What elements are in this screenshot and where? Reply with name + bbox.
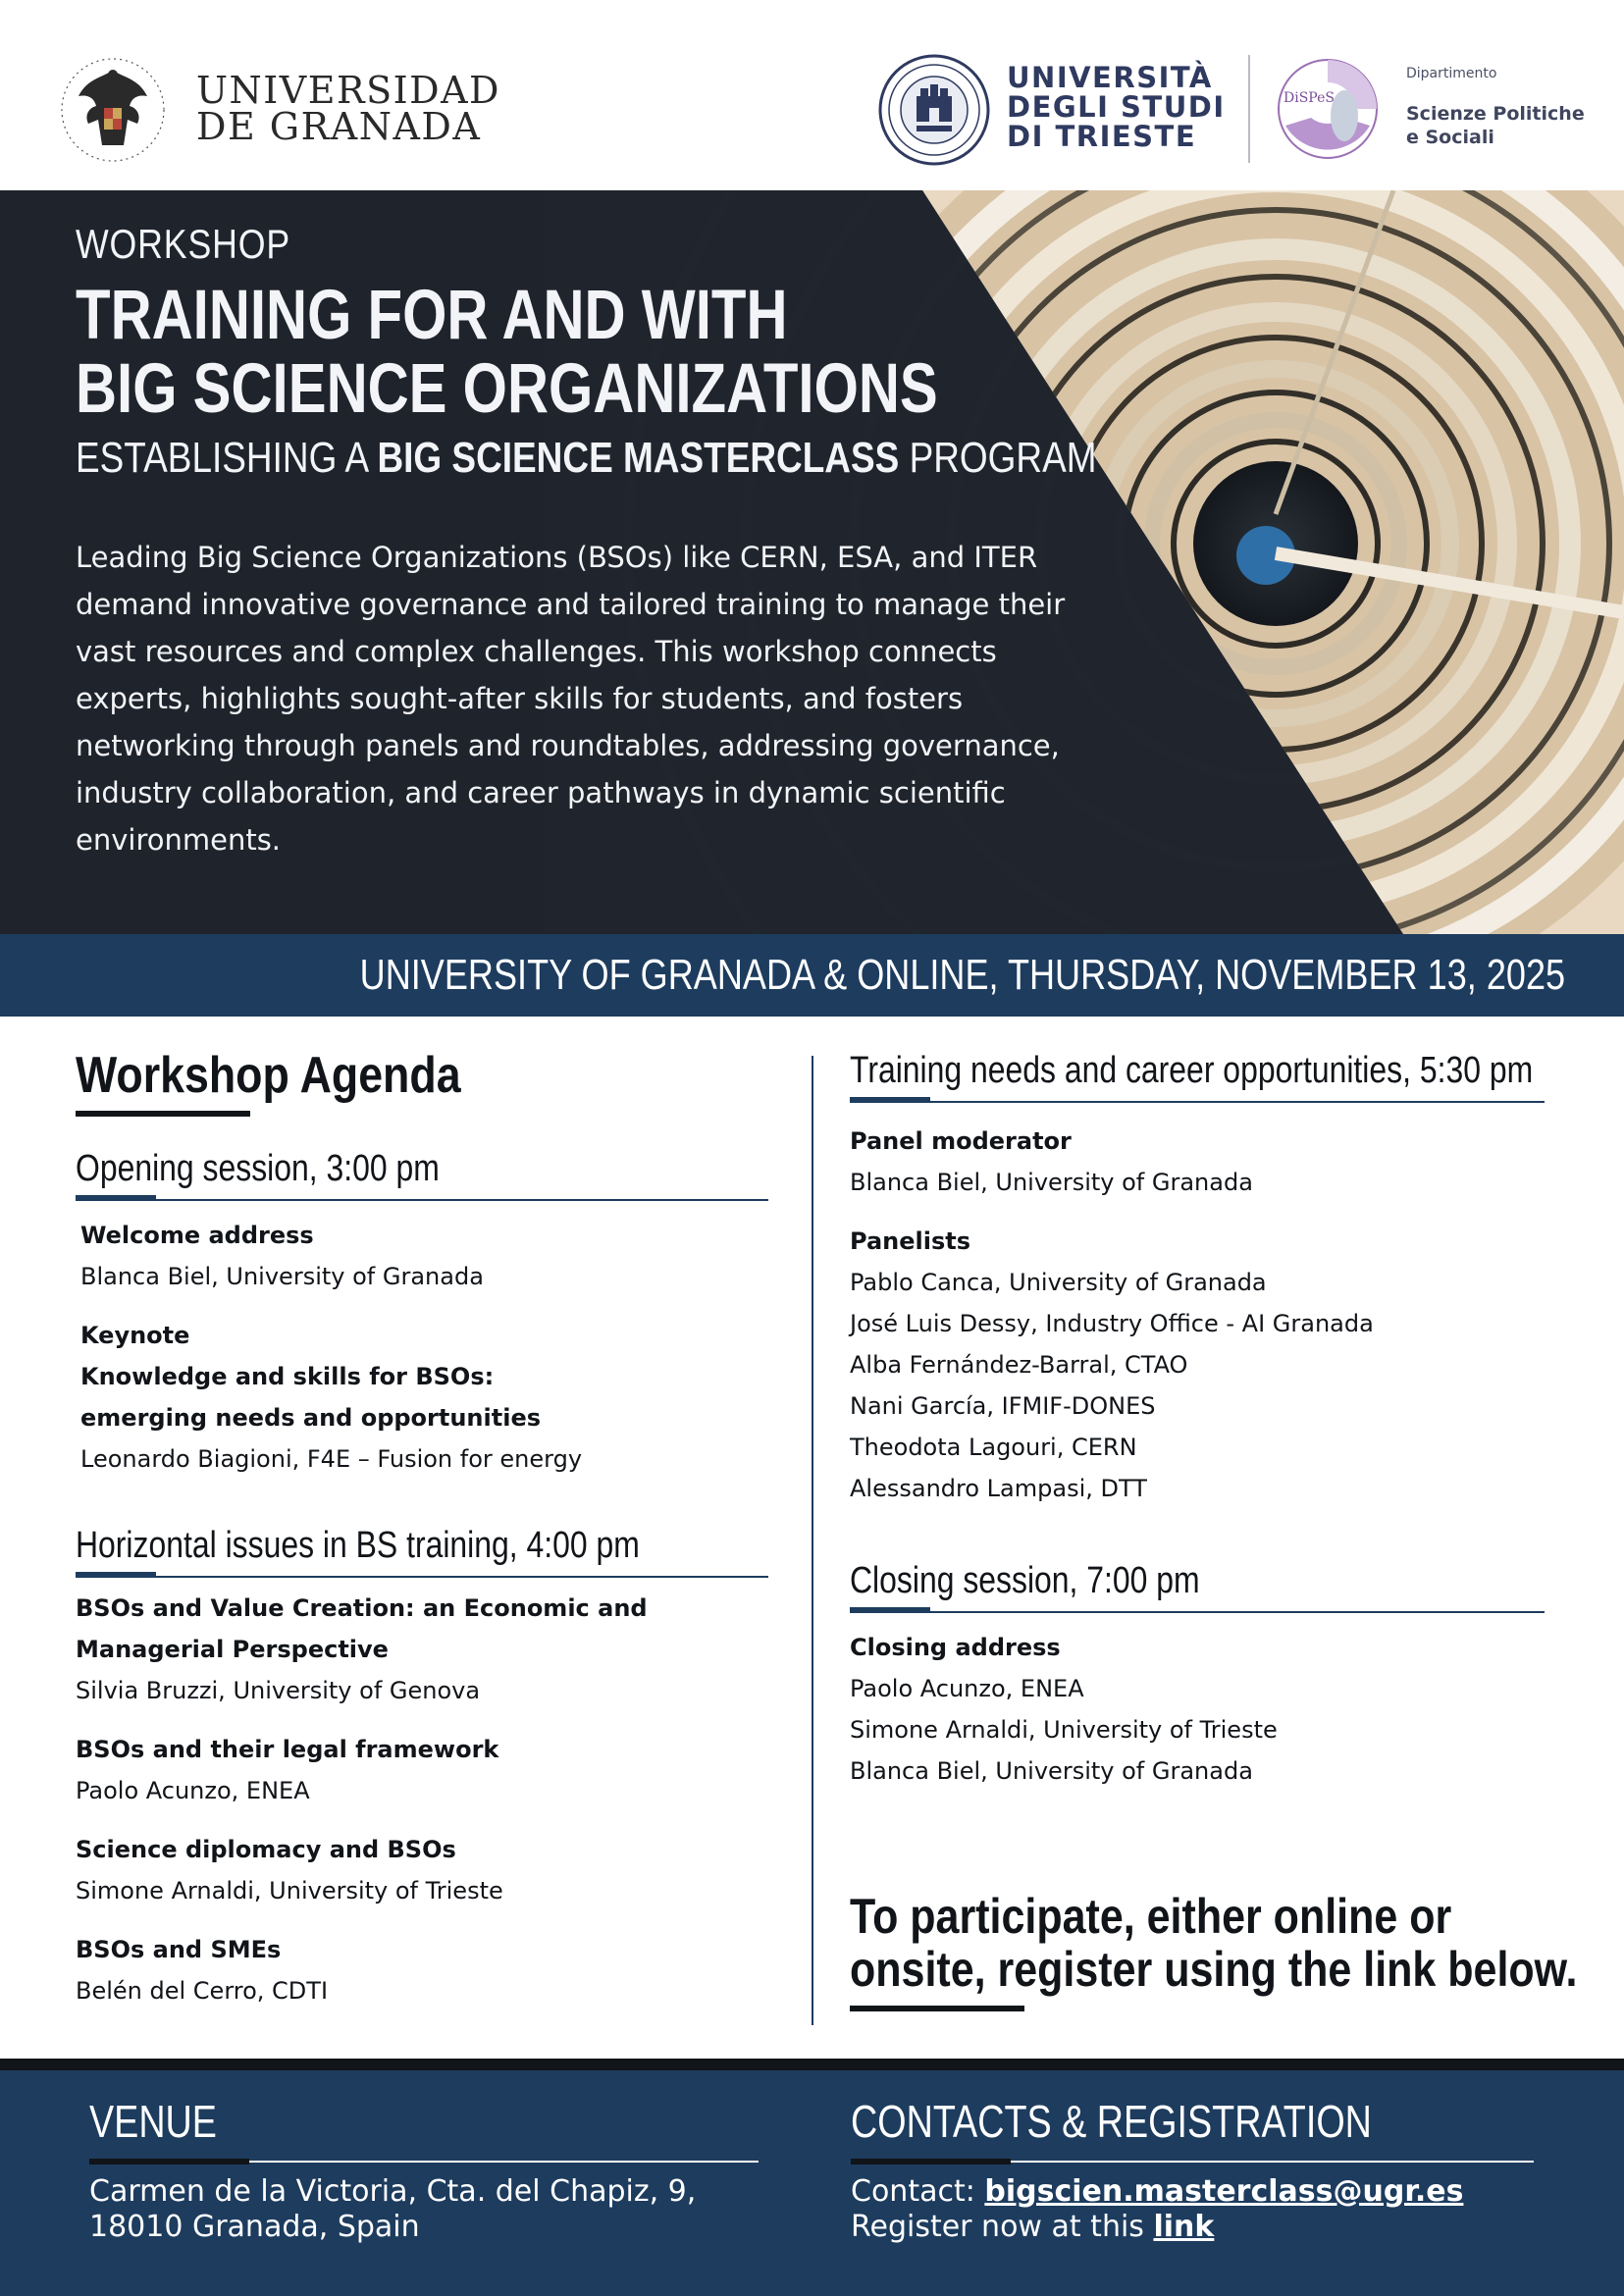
trieste-wordmark (1007, 63, 1226, 151)
register-text: Register now at this (851, 2210, 1144, 2244)
trieste-line2: DEGLI STUDI (1007, 90, 1226, 124)
hero-sub-bold: BIG SCIENCE MASTERCLASS (377, 434, 900, 482)
moderator-name: Blanca Biel, University of Granada (850, 1169, 1253, 1196)
keynote-title-line2: emerging needs and opportunities (80, 1404, 542, 1432)
venue-address-line2: 18010 Granada, Spain (89, 2210, 420, 2244)
agenda-title: Workshop Agenda (76, 1047, 461, 1104)
panelist: José Luis Dessy, Industry Office - AI Granada (850, 1310, 1374, 1337)
panelist: Nani García, IFMIF-DONES (850, 1392, 1156, 1420)
dispes-line2: e Sociali (1406, 127, 1494, 148)
horizontal-session-header (76, 1523, 768, 1578)
talk-speaker: Silvia Bruzzi, University of Genova (76, 1677, 481, 1704)
panelist: Theodota Lagouri, CERN (850, 1434, 1137, 1461)
closing-session-header (850, 1558, 1545, 1613)
venue-address (89, 2174, 759, 2245)
opening-session-header (76, 1146, 768, 1201)
welcome-address-label: Welcome address (80, 1222, 314, 1249)
closing-speaker: Paolo Acunzo, ENEA (850, 1675, 1084, 1702)
talk-speaker: Belén del Cerro, CDTI (76, 1977, 329, 2005)
hero-title-line2: BIG SCIENCE ORGANIZATIONS (76, 350, 938, 428)
panelist: Alba Fernández-Barral, CTAO (850, 1351, 1188, 1379)
hero-subtitle (76, 432, 1097, 485)
section-rule-accent (76, 1195, 156, 1201)
footer (0, 2070, 1624, 2296)
talk-item (76, 1929, 768, 2011)
closing-address-label: Closing address (850, 1634, 1061, 1661)
talk-speaker: Simone Arnaldi, University of Trieste (76, 1877, 503, 1905)
hero-title-line1: TRAINING FOR AND WITH (76, 277, 788, 354)
hero-sub-post: PROGRAM (909, 434, 1097, 482)
moderator-item (850, 1121, 1545, 1203)
panelist: Pablo Canca, University of Granada (850, 1269, 1267, 1296)
contacts-title: CONTACTS & REGISTRATION (851, 2096, 1372, 2147)
keynote-label: Keynote (80, 1322, 190, 1349)
ugr-wordmark (196, 69, 500, 148)
dispes-line1: Scienze Politiche (1406, 103, 1585, 125)
contacts-rule (851, 2159, 1534, 2165)
closing-session-title: Closing session, 7:00 pm (850, 1560, 1200, 1601)
agenda-column-divider (812, 1056, 813, 2025)
dispes-logo-icon (1276, 57, 1380, 161)
hero-kicker: WORKSHOP (76, 221, 291, 267)
register-line (851, 2210, 1534, 2245)
cta-underline (850, 2006, 1024, 2011)
hero-banner (0, 190, 1624, 934)
trieste-line1: UNIVERSITÀ (1007, 61, 1213, 94)
hero-text (76, 220, 1116, 863)
welcome-address-item (76, 1215, 768, 1297)
contact-line (851, 2174, 1534, 2210)
date-location-text: UNIVERSITY OF GRANADA & ONLINE, THURSDAY, NOVEMBER 13, 2025 (359, 951, 1565, 999)
venue-title: VENUE (89, 2096, 217, 2147)
welcome-address-speaker: Blanca Biel, University of Granada (80, 1263, 484, 1290)
ugr-line1: UNIVERSIDAD (196, 69, 500, 112)
registration-callout (850, 1889, 1578, 2011)
ugr-crest-icon (59, 51, 167, 175)
trieste-line3: DI TRIESTE (1007, 120, 1197, 153)
panelists-item (850, 1221, 1545, 1509)
venue-rule (89, 2159, 759, 2165)
contacts-text (851, 2174, 1534, 2245)
agenda-left-column (76, 1048, 768, 2011)
contacts-block (851, 2094, 1534, 2245)
dispes-wordmark (1406, 102, 1585, 149)
closing-speaker: Blanca Biel, University of Granada (850, 1757, 1253, 1785)
section-rule-accent (850, 1607, 930, 1613)
talk-title-line1: BSOs and Value Creation: an Economic and (76, 1594, 648, 1622)
talk-title-line2: Managerial Perspective (76, 1636, 389, 1663)
panelists-label: Panelists (850, 1227, 970, 1255)
hero-title (76, 277, 938, 428)
section-rule (76, 1576, 768, 1578)
section-rule (850, 1611, 1545, 1613)
closing-address-item (850, 1627, 1545, 1792)
talk-title: BSOs and their legal framework (76, 1736, 499, 1763)
footer-top-rule (0, 2059, 1624, 2070)
registration-callout-text (850, 1889, 1578, 1997)
keynote-speaker: Leonardo Biagioni, F4E – Fusion for energy (80, 1445, 583, 1473)
hero-sub-pre: ESTABLISHING A (76, 434, 368, 482)
agenda-right-column (850, 1048, 1578, 2011)
logo-header (0, 0, 1624, 190)
contact-email-link[interactable]: bigscien.masterclass@ugr.es (984, 2174, 1464, 2209)
section-rule (76, 1199, 768, 1201)
keynote-item (76, 1315, 768, 1480)
section-rule-accent (76, 1572, 156, 1578)
keynote-title-line1: Knowledge and skills for BSOs: (80, 1363, 495, 1390)
talk-speaker: Paolo Acunzo, ENEA (76, 1777, 310, 1804)
agenda-title-underline (76, 1111, 250, 1117)
panelist: Alessandro Lampasi, DTT (850, 1475, 1147, 1502)
date-location-bar (0, 934, 1624, 1017)
training-session-title: Training needs and career opportunities, 5:30 pm (850, 1050, 1534, 1091)
talk-title: Science diplomacy and BSOs (76, 1836, 456, 1863)
ugr-line2: DE GRANADA (196, 105, 482, 148)
opening-session-title: Opening session, 3:00 pm (76, 1148, 440, 1189)
hero-description: Leading Big Science Organizations (BSOs) like CERN, ESA, and ITER demand innovative governance and tailored training to manage their vast resources and complex challenges. This workshop connects experts, highlights sought-after skills for students, and fosters networking through panels and roundtables, addressing governance, industry collaboration, and career pathways in dynamic scientific environments. (76, 541, 1066, 857)
logo-divider (1248, 55, 1250, 163)
venue-block (89, 2094, 759, 2245)
section-rule-accent (850, 1097, 930, 1103)
venue-address-line1: Carmen de la Victoria, Cta. del Chapiz, 9, (89, 2174, 697, 2209)
talk-title: BSOs and SMEs (76, 1936, 282, 1963)
contact-label: Contact: (851, 2174, 975, 2209)
moderator-label: Panel moderator (850, 1127, 1072, 1155)
closing-speaker: Simone Arnaldi, University of Trieste (850, 1716, 1278, 1744)
talk-item (76, 1829, 768, 1911)
training-session-header (850, 1048, 1545, 1103)
talk-item (76, 1588, 768, 1711)
trieste-seal-icon (877, 53, 991, 167)
dispes-dipartimento: Dipartimento (1406, 66, 1497, 81)
section-rule (850, 1101, 1545, 1103)
register-link[interactable]: link (1153, 2210, 1215, 2244)
cta-line2: onsite, register using the link below. (850, 1942, 1578, 1997)
svg-text:DiSPeS: DiSPeS (1283, 90, 1335, 106)
horizontal-session-title: Horizontal issues in BS training, 4:00 pm (76, 1525, 640, 1566)
cta-line1: To participate, either online or (850, 1889, 1452, 1944)
talk-item (76, 1729, 768, 1811)
